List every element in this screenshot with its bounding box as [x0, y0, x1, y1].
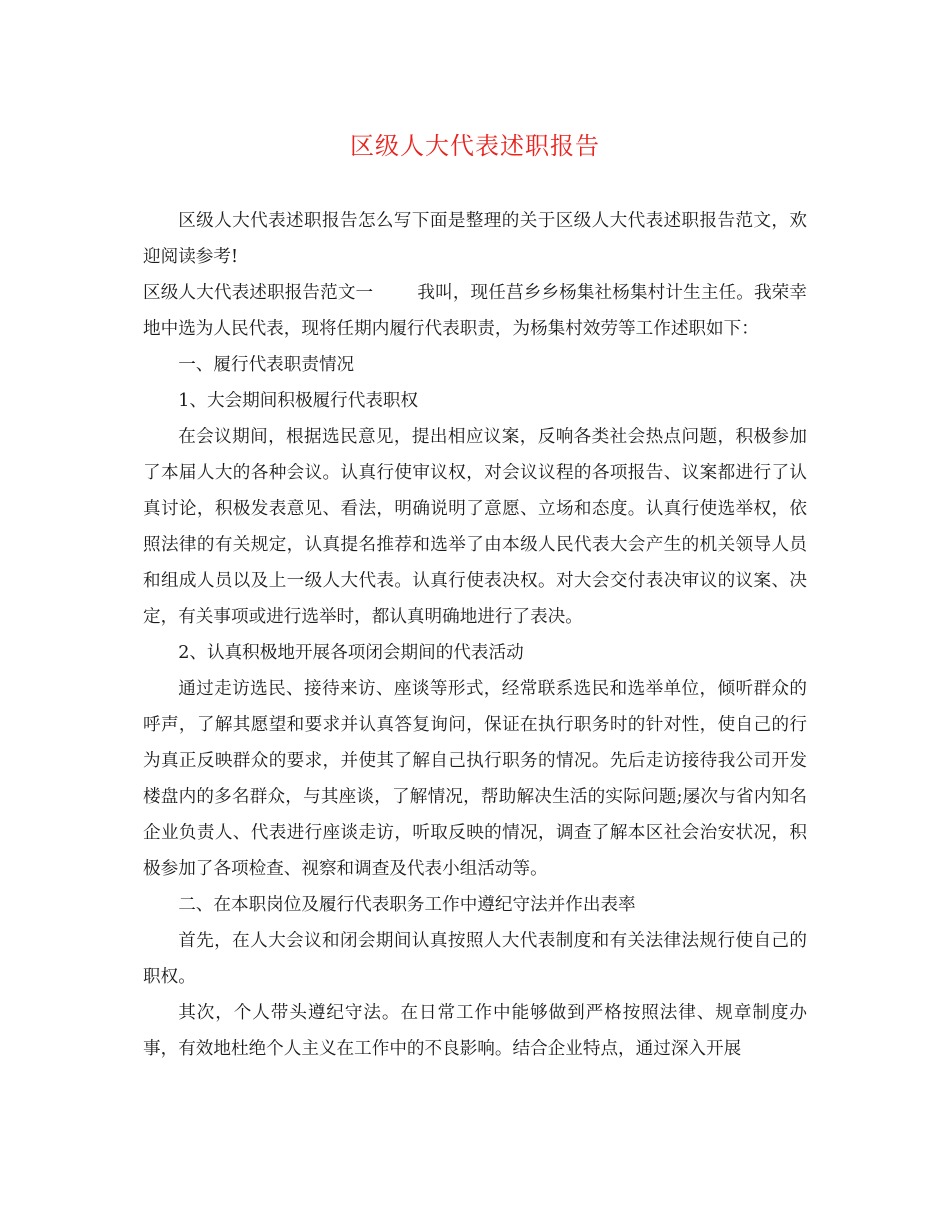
- paragraph-3: 首先，在人大会议和闭会期间认真按照人大代表制度和有关法律法规行使自己的职权。: [143, 931, 807, 987]
- intro-paragraph: 区级人大代表述职报告怎么写下面是整理的关于区级人大代表述职报告范文，欢迎阅读参考!: [143, 211, 807, 267]
- sample-label: 区级人大代表述职报告范文一: [143, 283, 374, 303]
- section-heading-1: 一、履行代表职责情况: [178, 355, 355, 375]
- sample-paragraph: [143, 275, 807, 347]
- sample-opening: 我叫，现任莒乡乡杨集社杨集村计生主任。我荣幸地中选为人民代表，现将任期内履行代表职责，为杨集村效劳等工作述职如下：: [143, 283, 807, 339]
- section-heading-2: 二、在本职岗位及履行代表职务工作中遵纪守法并作出表率: [178, 895, 636, 915]
- paragraph-1: 在会议期间，根据选民意见，提出相应议案，反响各类社会热点问题，积极参加了本届人大的各种会议。认真行使审议权，对会议议程的各项报告、议案都进行了认真讨论，积极发表意见、看法，明确说明了意愿、立场和态度。认真行使选举权，依照法律的有关规定，认真提名推荐和选举了由本级人民代表大会产生的机关领导人员和组成人员以及上一级人大代表。认真行使表决权。对大会交付表决审议的议案、决定，有关事项或进行选举时，都认真明确地进行了表决。: [143, 427, 807, 627]
- document-body: [143, 203, 807, 1067]
- paragraph-4: 其次，个人带头遵纪守法。在日常工作中能够做到严格按照法律、规章制度办事，有效地杜绝个人主义在工作中的不良影响。结合企业特点，通过深入开展: [143, 1003, 807, 1059]
- subheading-1: 1、大会期间积极履行代表职权: [178, 391, 419, 411]
- document-title: 区级人大代表述职报告: [350, 132, 600, 160]
- subheading-2: 2、认真积极地开展各项闭会期间的代表活动: [178, 643, 524, 663]
- paragraph-2: 通过走访选民、接待来访、座谈等形式，经常联系选民和选举单位，倾听群众的呼声，了解其愿望和要求并认真答复询问，保证在执行职务时的针对性，使自己的行为真正反映群众的要求，并使其了解自己执行职务的情况。先后走访接待我公司开发楼盘内的多名群众，与其座谈，了解情况，帮助解决生活的实际问题;屡次与省内知名企业负责人、代表进行座谈走访，听取反映的情况，调查了解本区社会治安状况，积极参加了各项检查、视察和调查及代表小组活动等。: [143, 679, 807, 879]
